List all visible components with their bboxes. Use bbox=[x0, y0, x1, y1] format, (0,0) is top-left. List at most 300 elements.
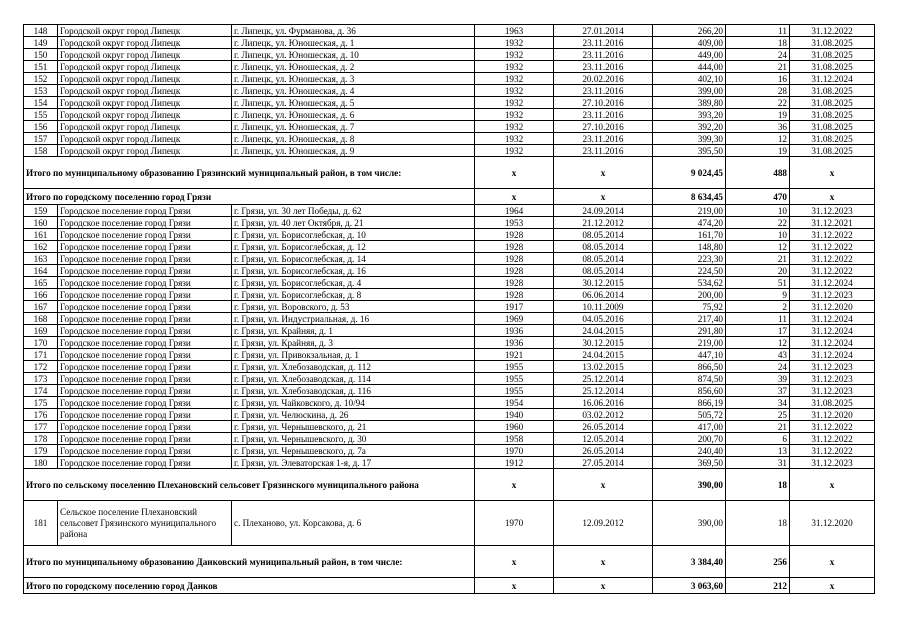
table-row bbox=[24, 337, 875, 349]
cell-address: г. Грязи, ул. Борисоглебская, д. 16 bbox=[232, 265, 475, 277]
cell-people: 21 bbox=[726, 61, 790, 73]
cell-date: 30.12.2015 bbox=[554, 337, 653, 349]
subtotal-label: Итого по городскому поселению город Грязи bbox=[24, 189, 475, 205]
cell-people: 19 bbox=[726, 145, 790, 157]
cell-municipality: Городской округ город Липецк bbox=[58, 37, 232, 49]
cell-people: 18 bbox=[726, 501, 790, 546]
cell-deadline: 31.12.2022 bbox=[790, 253, 875, 265]
cell-municipality: Городское поселение город Грязи bbox=[58, 205, 232, 217]
cell-address: г. Грязи, ул. Борисоглебская, д. 14 bbox=[232, 253, 475, 265]
cell-people: 10 bbox=[726, 205, 790, 217]
table-row bbox=[24, 385, 875, 397]
table-row bbox=[24, 85, 875, 97]
cell-address: с. Плеханово, ул. Корсакова, д. 6 bbox=[232, 501, 475, 546]
cell-date: 23.11.2016 bbox=[554, 85, 653, 97]
table-row bbox=[24, 37, 875, 49]
cell-deadline: х bbox=[790, 189, 875, 205]
subtotal-row bbox=[24, 469, 875, 501]
cell-date: 26.05.2014 bbox=[554, 421, 653, 433]
cell-municipality: Городской округ город Липецк bbox=[58, 85, 232, 97]
cell-deadline: 31.12.2023 bbox=[790, 385, 875, 397]
cell-municipality: Городской округ город Липецк bbox=[58, 109, 232, 121]
cell-area: 8 634,45 bbox=[653, 189, 726, 205]
cell-people: 11 bbox=[726, 25, 790, 37]
cell-address: г. Грязи, ул. Борисоглебская, д. 12 bbox=[232, 241, 475, 253]
table-row bbox=[24, 349, 875, 361]
cell-year: 1932 bbox=[475, 61, 554, 73]
cell-year: 1964 bbox=[475, 205, 554, 217]
cell-number: 167 bbox=[24, 301, 58, 313]
cell-address: г. Липецк, ул. Юношеская, д. 3 bbox=[232, 73, 475, 85]
cell-deadline: 31.12.2024 bbox=[790, 349, 875, 361]
cell-number: 157 bbox=[24, 133, 58, 145]
cell-year: 1928 bbox=[475, 289, 554, 301]
cell-people: 24 bbox=[726, 361, 790, 373]
cell-people: 20 bbox=[726, 265, 790, 277]
cell-deadline: 31.12.2020 bbox=[790, 501, 875, 546]
cell-municipality: Городской округ город Липецк bbox=[58, 121, 232, 133]
cell-deadline: 31.12.2023 bbox=[790, 361, 875, 373]
cell-area: 856,60 bbox=[653, 385, 726, 397]
table-row bbox=[24, 109, 875, 121]
cell-people: 12 bbox=[726, 241, 790, 253]
cell-deadline: 31.12.2024 bbox=[790, 73, 875, 85]
cell-area: 866,50 bbox=[653, 361, 726, 373]
cell-address: г. Липецк, ул. Фурманова, д. 36 bbox=[232, 25, 475, 37]
cell-address: г. Грязи, ул. Чернышевского, д. 21 bbox=[232, 421, 475, 433]
table-row bbox=[24, 97, 875, 109]
cell-area: 219,00 bbox=[653, 205, 726, 217]
cell-area: 223,30 bbox=[653, 253, 726, 265]
cell-area: 219,00 bbox=[653, 337, 726, 349]
cell-year: 1932 bbox=[475, 37, 554, 49]
cell-area: 291,80 bbox=[653, 325, 726, 337]
cell-number: 175 bbox=[24, 397, 58, 409]
cell-year: 1928 bbox=[475, 229, 554, 241]
cell-deadline: х bbox=[790, 578, 875, 594]
cell-municipality: Городское поселение город Грязи bbox=[58, 409, 232, 421]
cell-address: г. Липецк, ул. Юношеская, д. 6 bbox=[232, 109, 475, 121]
cell-deadline: 31.12.2022 bbox=[790, 433, 875, 445]
cell-year: 1953 bbox=[475, 217, 554, 229]
cell-year: 1928 bbox=[475, 265, 554, 277]
cell-date: х bbox=[554, 189, 653, 205]
cell-deadline: 31.12.2024 bbox=[790, 325, 875, 337]
cell-area: 399,30 bbox=[653, 133, 726, 145]
cell-area: 874,50 bbox=[653, 373, 726, 385]
cell-year: 1936 bbox=[475, 337, 554, 349]
cell-address: г. Грязи, ул. Борисоглебская, д. 8 bbox=[232, 289, 475, 301]
cell-deadline: 31.08.2025 bbox=[790, 37, 875, 49]
cell-municipality: Городское поселение город Грязи bbox=[58, 289, 232, 301]
cell-year: 1932 bbox=[475, 121, 554, 133]
cell-deadline: х bbox=[790, 546, 875, 578]
cell-municipality: Городское поселение город Грязи bbox=[58, 397, 232, 409]
cell-area: 474,20 bbox=[653, 217, 726, 229]
cell-address: г. Грязи, ул. Чернышевского, д. 7а bbox=[232, 445, 475, 457]
cell-date: 10.11.2009 bbox=[554, 301, 653, 313]
cell-address: г. Грязи, ул. Хлебозаводская, д. 112 bbox=[232, 361, 475, 373]
cell-date: х bbox=[554, 578, 653, 594]
cell-date: 08.05.2014 bbox=[554, 253, 653, 265]
cell-date: 08.05.2014 bbox=[554, 241, 653, 253]
cell-date: 27.10.2016 bbox=[554, 97, 653, 109]
cell-municipality: Городское поселение город Грязи bbox=[58, 385, 232, 397]
cell-date: 24.04.2015 bbox=[554, 349, 653, 361]
cell-number: 152 bbox=[24, 73, 58, 85]
cell-area: 148,80 bbox=[653, 241, 726, 253]
table-row bbox=[24, 445, 875, 457]
cell-year: 1954 bbox=[475, 397, 554, 409]
cell-number: 176 bbox=[24, 409, 58, 421]
cell-area: 447,10 bbox=[653, 349, 726, 361]
cell-area: 534,62 bbox=[653, 277, 726, 289]
table-row bbox=[24, 253, 875, 265]
cell-deadline: 31.12.2023 bbox=[790, 205, 875, 217]
cell-date: 30.12.2015 bbox=[554, 277, 653, 289]
cell-date: 03.02.2012 bbox=[554, 409, 653, 421]
cell-date: 21.12.2012 bbox=[554, 217, 653, 229]
table-row bbox=[24, 501, 875, 546]
subtotal-row bbox=[24, 157, 875, 189]
cell-address: г. Грязи, ул. Челюскина, д. 26 bbox=[232, 409, 475, 421]
cell-deadline: 31.12.2024 bbox=[790, 313, 875, 325]
cell-address: г. Липецк, ул. Юношеская, д. 9 bbox=[232, 145, 475, 157]
cell-year: 1928 bbox=[475, 241, 554, 253]
cell-people: 12 bbox=[726, 337, 790, 349]
cell-municipality: Городское поселение город Грязи bbox=[58, 337, 232, 349]
cell-number: 173 bbox=[24, 373, 58, 385]
cell-date: 25.12.2014 bbox=[554, 373, 653, 385]
table-row bbox=[24, 289, 875, 301]
cell-number: 160 bbox=[24, 217, 58, 229]
cell-people: 18 bbox=[726, 469, 790, 501]
cell-deadline: 31.08.2025 bbox=[790, 121, 875, 133]
cell-area: 224,50 bbox=[653, 265, 726, 277]
cell-date: х bbox=[554, 157, 653, 189]
table-row bbox=[24, 433, 875, 445]
cell-municipality: Городское поселение город Грязи bbox=[58, 301, 232, 313]
cell-number: 148 bbox=[24, 25, 58, 37]
table-row bbox=[24, 373, 875, 385]
cell-address: г. Липецк, ул. Юношеская, д. 8 bbox=[232, 133, 475, 145]
cell-number: 153 bbox=[24, 85, 58, 97]
cell-deadline: 31.08.2025 bbox=[790, 97, 875, 109]
cell-year: 1932 bbox=[475, 73, 554, 85]
cell-year: х bbox=[475, 157, 554, 189]
cell-number: 168 bbox=[24, 313, 58, 325]
cell-year: х bbox=[475, 469, 554, 501]
cell-municipality: Городской округ город Липецк bbox=[58, 145, 232, 157]
table-row bbox=[24, 277, 875, 289]
cell-people: 9 bbox=[726, 289, 790, 301]
cell-date: 25.12.2014 bbox=[554, 385, 653, 397]
cell-address: г. Липецк, ул. Юношеская, д. 7 bbox=[232, 121, 475, 133]
cell-municipality: Городское поселение город Грязи bbox=[58, 217, 232, 229]
cell-date: 13.02.2015 bbox=[554, 361, 653, 373]
cell-address: г. Грязи, ул. Привокзальная, д. 1 bbox=[232, 349, 475, 361]
cell-number: 150 bbox=[24, 49, 58, 61]
cell-date: х bbox=[554, 469, 653, 501]
cell-address: г. Грязи, ул. Чернышевского, д. 30 bbox=[232, 433, 475, 445]
cell-municipality: Городской округ город Липецк bbox=[58, 97, 232, 109]
cell-municipality: Городское поселение город Грязи bbox=[58, 241, 232, 253]
cell-year: 1932 bbox=[475, 85, 554, 97]
cell-address: г. Грязи, ул. Хлебозаводская, д. 114 bbox=[232, 373, 475, 385]
cell-deadline: 31.12.2024 bbox=[790, 337, 875, 349]
cell-area: 390,00 bbox=[653, 501, 726, 546]
table-row bbox=[24, 241, 875, 253]
cell-date: 23.11.2016 bbox=[554, 133, 653, 145]
cell-number: 177 bbox=[24, 421, 58, 433]
cell-people: 36 bbox=[726, 121, 790, 133]
cell-deadline: х bbox=[790, 469, 875, 501]
cell-municipality: Городской округ город Липецк bbox=[58, 61, 232, 73]
table-row bbox=[24, 133, 875, 145]
cell-year: 1955 bbox=[475, 385, 554, 397]
cell-number: 156 bbox=[24, 121, 58, 133]
cell-date: 24.04.2015 bbox=[554, 325, 653, 337]
table-row bbox=[24, 421, 875, 433]
cell-number: 163 bbox=[24, 253, 58, 265]
cell-number: 179 bbox=[24, 445, 58, 457]
cell-deadline: 31.08.2025 bbox=[790, 397, 875, 409]
cell-deadline: 31.08.2025 bbox=[790, 49, 875, 61]
table-row bbox=[24, 457, 875, 469]
table-row bbox=[24, 61, 875, 73]
cell-municipality: Городское поселение город Грязи bbox=[58, 265, 232, 277]
cell-number: 174 bbox=[24, 385, 58, 397]
subtotal-label: Итого по городскому поселению город Данков bbox=[24, 578, 475, 594]
table-row bbox=[24, 205, 875, 217]
cell-municipality: Городское поселение город Грязи bbox=[58, 457, 232, 469]
cell-deadline: 31.12.2022 bbox=[790, 25, 875, 37]
cell-year: 1936 bbox=[475, 325, 554, 337]
table-row bbox=[24, 217, 875, 229]
cell-year: х bbox=[475, 546, 554, 578]
cell-area: 217,40 bbox=[653, 313, 726, 325]
subtotal-label: Итого по муниципальному образованию Данковский муниципальный район, в том числе: bbox=[24, 546, 475, 578]
cell-year: 1932 bbox=[475, 133, 554, 145]
cell-number: 159 bbox=[24, 205, 58, 217]
table-row bbox=[24, 397, 875, 409]
cell-people: 18 bbox=[726, 37, 790, 49]
cell-address: г. Грязи, ул. Хлебозаводская, д. 116 bbox=[232, 385, 475, 397]
cell-area: 266,20 bbox=[653, 25, 726, 37]
cell-number: 154 bbox=[24, 97, 58, 109]
table-row bbox=[24, 325, 875, 337]
cell-municipality: Городское поселение город Грязи bbox=[58, 313, 232, 325]
cell-municipality: Городское поселение город Грязи bbox=[58, 349, 232, 361]
cell-deadline: 31.12.2023 bbox=[790, 457, 875, 469]
cell-people: 19 bbox=[726, 109, 790, 121]
cell-area: 200,70 bbox=[653, 433, 726, 445]
cell-municipality: Городское поселение город Грязи bbox=[58, 229, 232, 241]
cell-date: 04.05.2016 bbox=[554, 313, 653, 325]
cell-number: 170 bbox=[24, 337, 58, 349]
cell-people: 37 bbox=[726, 385, 790, 397]
cell-number: 171 bbox=[24, 349, 58, 361]
cell-year: 1928 bbox=[475, 253, 554, 265]
cell-area: 409,00 bbox=[653, 37, 726, 49]
cell-address: г. Грязи, ул. Воровского, д. 53 bbox=[232, 301, 475, 313]
cell-area: 417,00 bbox=[653, 421, 726, 433]
cell-municipality: Городской округ город Липецк bbox=[58, 133, 232, 145]
cell-number: 162 bbox=[24, 241, 58, 253]
cell-date: 26.05.2014 bbox=[554, 445, 653, 457]
table-row bbox=[24, 145, 875, 157]
cell-area: 75,92 bbox=[653, 301, 726, 313]
cell-number: 155 bbox=[24, 109, 58, 121]
cell-people: 22 bbox=[726, 97, 790, 109]
cell-people: 39 bbox=[726, 373, 790, 385]
cell-date: 23.11.2016 bbox=[554, 109, 653, 121]
cell-deadline: 31.12.2023 bbox=[790, 373, 875, 385]
cell-number: 178 bbox=[24, 433, 58, 445]
cell-date: 23.11.2016 bbox=[554, 61, 653, 73]
subtotal-row bbox=[24, 546, 875, 578]
cell-deadline: 31.12.2020 bbox=[790, 409, 875, 421]
cell-date: 08.05.2014 bbox=[554, 265, 653, 277]
cell-municipality: Городской округ город Липецк bbox=[58, 25, 232, 37]
cell-number: 151 bbox=[24, 61, 58, 73]
housing-table bbox=[23, 24, 875, 594]
cell-people: 13 bbox=[726, 445, 790, 457]
cell-people: 11 bbox=[726, 313, 790, 325]
cell-address: г. Грязи, ул. Крайняя, д. 3 bbox=[232, 337, 475, 349]
cell-area: 392,20 bbox=[653, 121, 726, 133]
cell-people: 12 bbox=[726, 133, 790, 145]
cell-deadline: 31.08.2025 bbox=[790, 133, 875, 145]
cell-deadline: 31.12.2023 bbox=[790, 289, 875, 301]
cell-area: 3 384,40 bbox=[653, 546, 726, 578]
cell-municipality: Городское поселение город Грязи bbox=[58, 277, 232, 289]
table-row bbox=[24, 265, 875, 277]
cell-address: г. Грязи, ул. Борисоглебская, д. 4 bbox=[232, 277, 475, 289]
cell-deadline: х bbox=[790, 157, 875, 189]
cell-deadline: 31.12.2020 bbox=[790, 301, 875, 313]
cell-deadline: 31.12.2022 bbox=[790, 241, 875, 253]
cell-area: 866,19 bbox=[653, 397, 726, 409]
cell-deadline: 31.12.2022 bbox=[790, 421, 875, 433]
cell-year: 1970 bbox=[475, 445, 554, 457]
cell-people: 17 bbox=[726, 325, 790, 337]
cell-deadline: 31.12.2022 bbox=[790, 265, 875, 277]
cell-people: 22 bbox=[726, 217, 790, 229]
cell-date: 24.09.2014 bbox=[554, 205, 653, 217]
cell-year: 1932 bbox=[475, 145, 554, 157]
cell-people: 2 bbox=[726, 301, 790, 313]
cell-area: 395,50 bbox=[653, 145, 726, 157]
cell-people: 6 bbox=[726, 433, 790, 445]
cell-municipality: Сельское поселение Плехановский сельсовет Грязинского муниципального района bbox=[58, 501, 232, 546]
cell-number: 181 bbox=[24, 501, 58, 546]
cell-number: 164 bbox=[24, 265, 58, 277]
cell-area: 240,40 bbox=[653, 445, 726, 457]
cell-area: 393,20 bbox=[653, 109, 726, 121]
cell-year: 1970 bbox=[475, 501, 554, 546]
table-row bbox=[24, 49, 875, 61]
cell-date: 16.06.2016 bbox=[554, 397, 653, 409]
cell-number: 161 bbox=[24, 229, 58, 241]
table-row bbox=[24, 301, 875, 313]
cell-date: 08.05.2014 bbox=[554, 229, 653, 241]
cell-year: 1932 bbox=[475, 97, 554, 109]
cell-deadline: 31.08.2025 bbox=[790, 61, 875, 73]
cell-municipality: Городское поселение город Грязи bbox=[58, 373, 232, 385]
cell-date: 20.02.2016 bbox=[554, 73, 653, 85]
cell-municipality: Городское поселение город Грязи bbox=[58, 445, 232, 457]
cell-area: 369,50 bbox=[653, 457, 726, 469]
cell-address: г. Грязи, ул. Чайковского, д. 10/94 bbox=[232, 397, 475, 409]
cell-area: 449,00 bbox=[653, 49, 726, 61]
cell-people: 256 bbox=[726, 546, 790, 578]
cell-year: 1960 bbox=[475, 421, 554, 433]
cell-area: 390,00 bbox=[653, 469, 726, 501]
cell-number: 172 bbox=[24, 361, 58, 373]
cell-date: х bbox=[554, 546, 653, 578]
cell-year: 1912 bbox=[475, 457, 554, 469]
cell-municipality: Городское поселение город Грязи bbox=[58, 361, 232, 373]
cell-people: 10 bbox=[726, 229, 790, 241]
cell-year: 1932 bbox=[475, 49, 554, 61]
cell-municipality: Городское поселение город Грязи bbox=[58, 325, 232, 337]
cell-municipality: Городской округ город Липецк bbox=[58, 49, 232, 61]
cell-date: 27.10.2016 bbox=[554, 121, 653, 133]
cell-people: 488 bbox=[726, 157, 790, 189]
cell-year: 1917 bbox=[475, 301, 554, 313]
cell-year: 1963 bbox=[475, 25, 554, 37]
cell-address: г. Грязи, ул. Элеваторская 1-я, д. 17 bbox=[232, 457, 475, 469]
cell-address: г. Липецк, ул. Юношеская, д. 4 bbox=[232, 85, 475, 97]
cell-people: 21 bbox=[726, 253, 790, 265]
cell-area: 161,70 bbox=[653, 229, 726, 241]
cell-date: 23.11.2016 bbox=[554, 37, 653, 49]
cell-address: г. Липецк, ул. Юношеская, д. 10 bbox=[232, 49, 475, 61]
cell-area: 389,80 bbox=[653, 97, 726, 109]
cell-people: 21 bbox=[726, 421, 790, 433]
cell-number: 166 bbox=[24, 289, 58, 301]
subtotal-row bbox=[24, 189, 875, 205]
cell-deadline: 31.12.2021 bbox=[790, 217, 875, 229]
cell-number: 165 bbox=[24, 277, 58, 289]
cell-municipality: Городской округ город Липецк bbox=[58, 73, 232, 85]
cell-deadline: 31.12.2024 bbox=[790, 277, 875, 289]
cell-deadline: 31.12.2022 bbox=[790, 445, 875, 457]
subtotal-label: Итого по муниципальному образованию Грязинский муниципальный район, в том числе: bbox=[24, 157, 475, 189]
cell-year: 1932 bbox=[475, 109, 554, 121]
cell-people: 43 bbox=[726, 349, 790, 361]
cell-people: 25 bbox=[726, 409, 790, 421]
cell-people: 16 bbox=[726, 73, 790, 85]
cell-deadline: 31.08.2025 bbox=[790, 85, 875, 97]
cell-area: 3 063,60 bbox=[653, 578, 726, 594]
cell-address: г. Грязи, ул. 30 лет Победы, д. 62 bbox=[232, 205, 475, 217]
cell-year: 1940 bbox=[475, 409, 554, 421]
table-row bbox=[24, 229, 875, 241]
subtotal-row bbox=[24, 578, 875, 594]
cell-year: 1969 bbox=[475, 313, 554, 325]
cell-year: 1955 bbox=[475, 361, 554, 373]
cell-number: 169 bbox=[24, 325, 58, 337]
cell-year: 1921 bbox=[475, 349, 554, 361]
cell-people: 212 bbox=[726, 578, 790, 594]
cell-address: г. Грязи, ул. Борисоглебская, д. 10 bbox=[232, 229, 475, 241]
cell-address: г. Липецк, ул. Юношеская, д. 5 bbox=[232, 97, 475, 109]
cell-date: 27.01.2014 bbox=[554, 25, 653, 37]
cell-address: г. Грязи, ул. Индустриальная, д. 16 bbox=[232, 313, 475, 325]
cell-date: 12.09.2012 bbox=[554, 501, 653, 546]
